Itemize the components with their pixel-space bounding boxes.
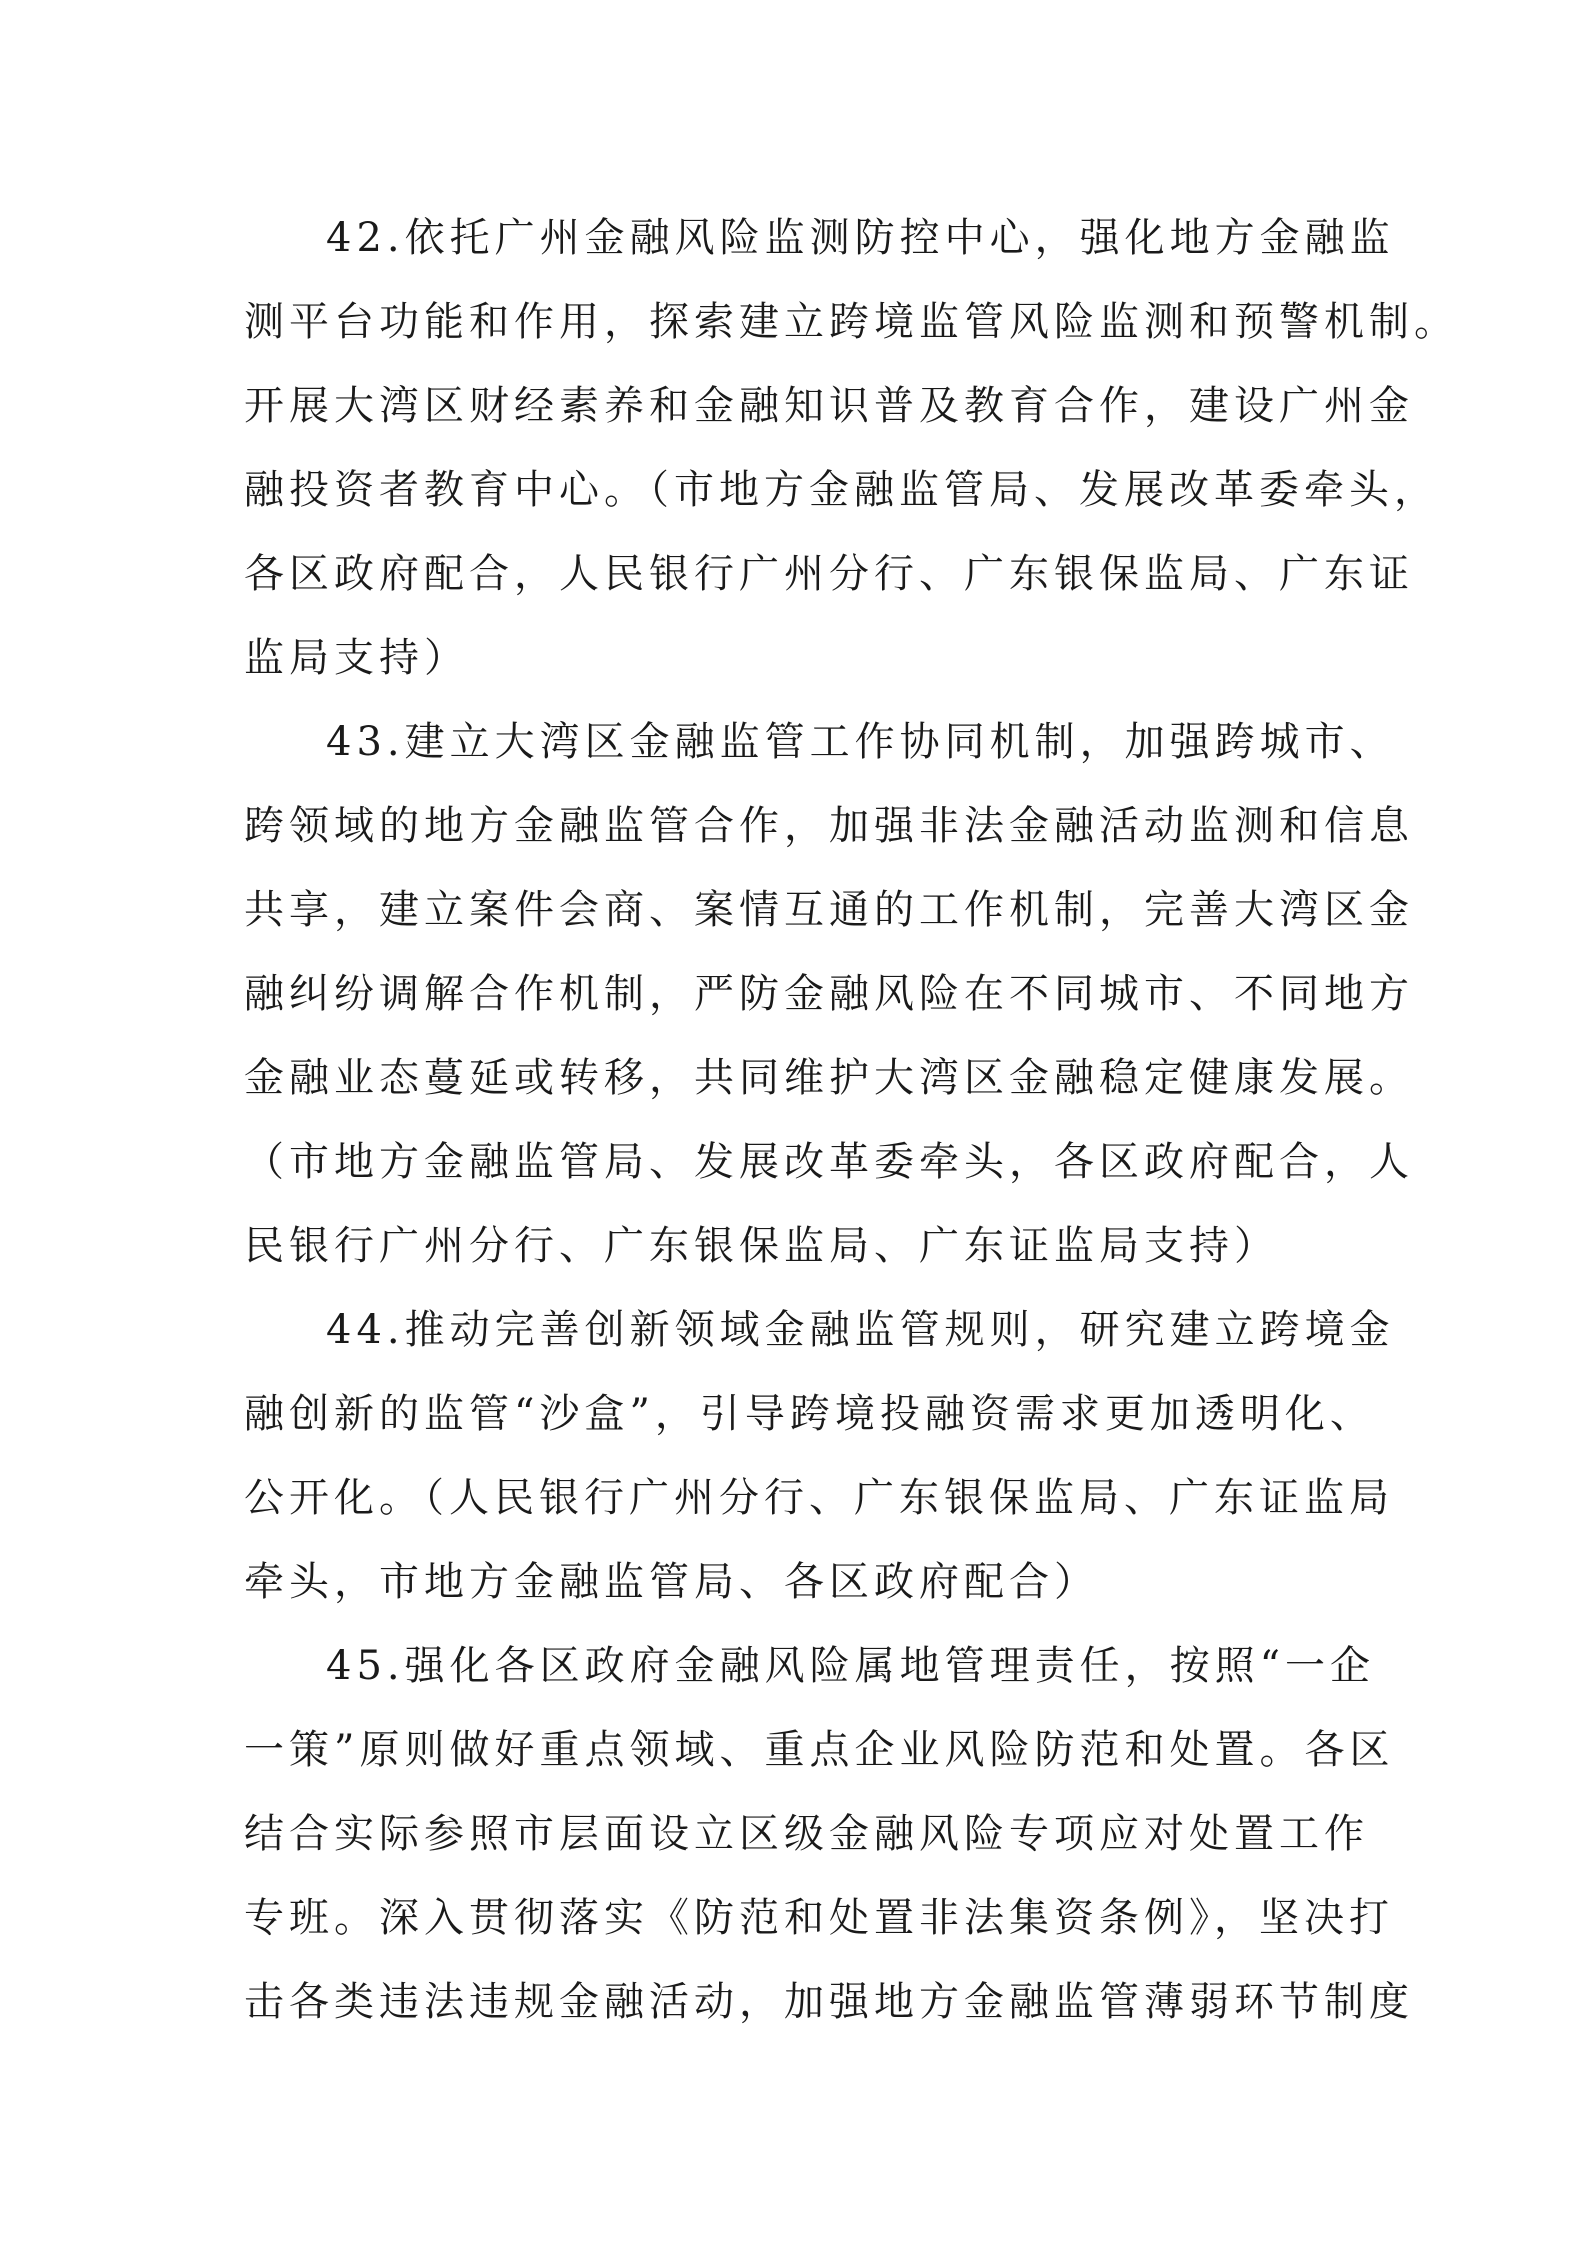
paragraph-line: 击各类违法违规金融活动，加强地方金融监管薄弱环节制度 — [244, 1979, 1414, 2025]
paragraph-44 — [244, 1288, 1395, 1624]
paragraph-line: 监局支持） — [244, 635, 469, 681]
paragraph-line: 融投资者教育中心。（市地方金融监管局、发展改革委牵头， — [244, 467, 1439, 513]
paragraph-line: 45.强化各区政府金融风险属地管理责任，按照“一企 — [326, 1643, 1376, 1689]
paragraph-line: 44.推动完善创新领域金融监管规则，研究建立跨境金 — [326, 1307, 1395, 1353]
paragraph-line: 融创新的监管“沙盒”，引导跨境投融资需求更加透明化、 — [244, 1391, 1375, 1437]
paragraph-line: 42.依托广州金融风险监测防控中心，强化地方金融监 — [326, 215, 1395, 261]
document-body — [244, 196, 1459, 2044]
paragraph-line: 一策”原则做好重点领域、重点企业风险防范和处置。各区 — [244, 1727, 1395, 1773]
paragraph-line: 各区政府配合，人民银行广州分行、广东银保监局、广东证 — [244, 551, 1414, 597]
paragraph-line: 测平台功能和作用，探索建立跨境监管风险监测和预警机制。 — [244, 299, 1459, 345]
paragraph-45 — [244, 1624, 1414, 2044]
paragraph-line: 43.建立大湾区金融监管工作协同机制，加强跨城市、 — [326, 719, 1395, 765]
paragraph-line: 公开化。（人民银行广州分行、广东银保监局、广东证监局 — [244, 1475, 1394, 1521]
paragraph-line: 金融业态蔓延或转移，共同维护大湾区金融稳定健康发展。 — [244, 1055, 1414, 1101]
paragraph-42 — [244, 196, 1459, 700]
paragraph-43 — [244, 700, 1414, 1288]
paragraph-line: 开展大湾区财经素养和金融知识普及教育合作，建设广州金 — [244, 383, 1414, 429]
paragraph-line: 融纠纷调解合作机制，严防金融风险在不同城市、不同地方 — [244, 971, 1414, 1017]
paragraph-line: （市地方金融监管局、发展改革委牵头，各区政府配合，人 — [244, 1139, 1414, 1185]
paragraph-line: 跨领域的地方金融监管合作，加强非法金融活动监测和信息 — [244, 803, 1414, 849]
paragraph-line: 民银行广州分行、广东银保监局、广东证监局支持） — [244, 1223, 1279, 1269]
paragraph-line: 牵头，市地方金融监管局、各区政府配合） — [244, 1559, 1099, 1605]
paragraph-line: 专班。深入贯彻落实《防范和处置非法集资条例》，坚决打 — [244, 1895, 1394, 1941]
paragraph-line: 结合实际参照市层面设立区级金融风险专项应对处置工作 — [244, 1811, 1369, 1857]
paragraph-line: 共享，建立案件会商、案情互通的工作机制，完善大湾区金 — [244, 887, 1414, 933]
